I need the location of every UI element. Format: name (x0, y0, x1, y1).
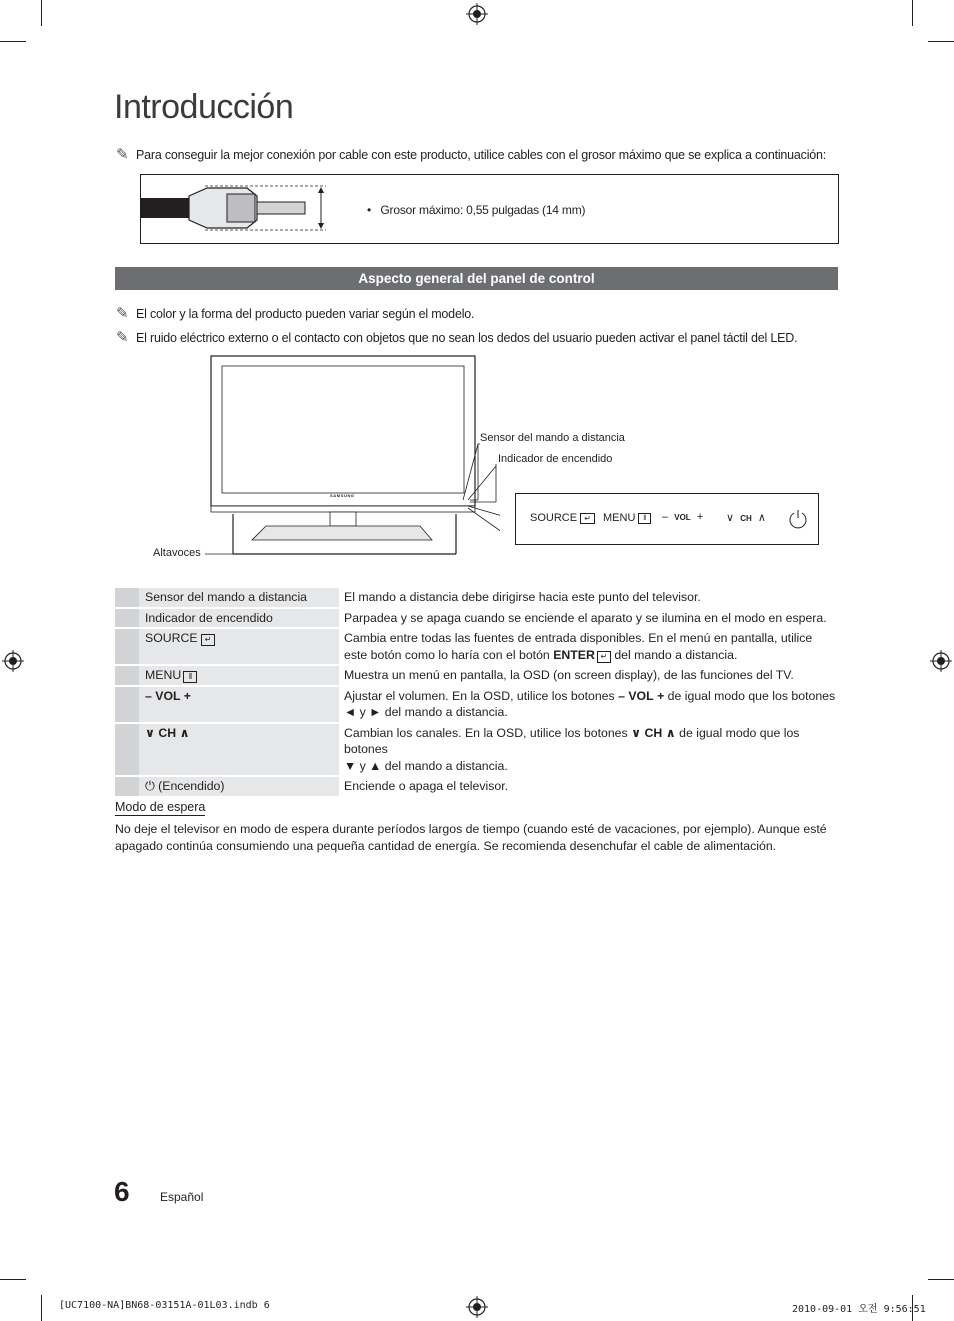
row-marker (115, 724, 139, 776)
note-pencil-icon: ✎ (116, 305, 129, 322)
control-panel-table (115, 586, 838, 798)
row-marker (115, 666, 139, 685)
crop-mark (928, 1279, 954, 1280)
table-row (115, 687, 838, 722)
row-desc-text: Cambian los canales. En la OSD, utilice los botones (344, 725, 628, 740)
cable-note (116, 145, 826, 163)
row-name-text: (Encendido) (158, 779, 225, 793)
chevron-up-icon: ∧ (665, 725, 676, 740)
power-icon[interactable] (788, 509, 808, 529)
ch-key-label: CH (644, 725, 663, 740)
registration-mark-icon (2, 650, 24, 672)
row-name (139, 777, 339, 796)
chevron-down-icon: ∨ (631, 725, 642, 740)
source-icon: ↵ (201, 634, 215, 646)
minus-icon: – (145, 688, 152, 703)
label-speakers: Altavoces (153, 547, 201, 559)
chevron-up-icon: ∧ (179, 725, 190, 740)
section-heading: Aspecto general del panel de control (115, 267, 838, 290)
row-desc: El mando a distancia debe dirigirse hacia este punto del televisor. (344, 590, 701, 604)
cable-illustration-icon (141, 182, 341, 234)
cable-bullet (367, 203, 585, 217)
sensor-leader-line (470, 440, 520, 510)
row-desc (339, 687, 838, 722)
chevron-down-icon: ∨ (726, 512, 735, 524)
plus-icon: + (183, 688, 191, 703)
source-icon: ↵ (580, 513, 595, 524)
menu-icon: ⦀ (183, 671, 197, 683)
plus-icon: + (696, 511, 704, 523)
table-row (115, 588, 838, 607)
chevron-down-icon: ∨ (145, 725, 155, 740)
row-name (139, 666, 339, 685)
chevron-up-icon: ∧ (757, 512, 766, 524)
row-desc-text: de igual modo que los botones (667, 688, 836, 703)
print-footer-file: [UC7100-NA]BN68-03151A-01L03.indb 6 (59, 1300, 270, 1311)
crop-mark (41, 0, 42, 26)
table-row (115, 629, 838, 664)
page-title: Introducción (114, 88, 294, 126)
row-name-text: SOURCE (145, 631, 198, 645)
panel-menu-label: MENU (603, 512, 636, 524)
table-row (115, 666, 838, 685)
cable-bullet-text: Grosor máximo: 0,55 pulgadas (14 mm) (380, 203, 586, 217)
registration-mark-icon (466, 3, 488, 25)
table-row (115, 777, 838, 796)
note-pencil-icon: ✎ (116, 329, 129, 346)
row-marker (115, 687, 139, 722)
row-name-text: MENU (145, 668, 182, 682)
row-desc (339, 629, 838, 664)
tv-illustration (200, 350, 500, 560)
crop-mark (0, 1279, 26, 1280)
row-marker (115, 777, 139, 796)
label-remote-sensor: Sensor del mando a distancia (480, 432, 625, 444)
page-language: Español (160, 1190, 204, 1204)
row-name-text: CH (158, 725, 177, 740)
note-pencil-icon: ✎ (116, 146, 129, 163)
registration-mark-icon (466, 1296, 488, 1318)
note-item (116, 328, 797, 346)
cable-note-text: Para conseguir la mejor conexión por cable con este producto, utilice cables con el grosor máximo que se explica a continuación: (136, 148, 827, 162)
row-name: Sensor del mando a distancia (139, 588, 339, 607)
bullet-icon: • (367, 203, 372, 217)
page-number: 6 (114, 1176, 130, 1207)
plus-icon: + (657, 688, 665, 703)
minus-icon: – (662, 511, 669, 523)
note-text: El color y la forma del producto pueden variar según el modelo. (136, 307, 475, 321)
row-desc-text: ▼ y ▲ del mando a distancia. (344, 758, 508, 773)
panel-vol-label: VOL (674, 513, 691, 522)
panel-ch-control[interactable] (726, 511, 766, 524)
crop-mark (41, 1295, 42, 1321)
crop-mark (928, 41, 954, 42)
print-footer-date: 2010-09-01 오전 9:56:51 (792, 1304, 926, 1315)
label-power-indicator: Indicador de encendido (498, 453, 613, 465)
power-icon: ⏻ (145, 779, 155, 793)
row-name (139, 687, 339, 722)
row-marker (115, 629, 139, 664)
row-desc-text: Cambia entre todas las fuentes de entrada disponibles. En el menú en pantalla, utilice este botón como lo haría con el botón (344, 631, 813, 662)
row-desc-text: de igual modo que los botones (344, 725, 800, 756)
row-marker (115, 609, 139, 628)
row-marker (115, 588, 139, 607)
note-item (116, 304, 474, 322)
menu-icon: ⦀ (638, 513, 651, 524)
row-name (139, 629, 339, 664)
note-text: El ruido eléctrico externo o el contacto con objetos que no sean los dedos del usuario pueden activar el panel táctil del LED. (136, 331, 798, 345)
standby-heading: Modo de espera (115, 800, 206, 814)
panel-menu-button[interactable] (603, 512, 651, 524)
tv-brand-logo: SAMSUNG (330, 493, 355, 498)
row-name: Indicador de encendido (139, 609, 339, 628)
row-desc: Parpadea y se apaga cuando se enciende el aparato y se ilumina en el modo en espera. (344, 610, 827, 625)
panel-ch-label: CH (740, 514, 752, 523)
crop-mark (0, 41, 26, 42)
enter-icon: ↵ (597, 651, 611, 663)
standby-text: No deje el televisor en modo de espera durante períodos largos de tiempo (cuando esté de vacaciones, por ejemplo). Aunque esté apagado continúa consumiendo una pequeña cantidad de energía. Se recomienda desenchufar el cable de alimentación. (115, 822, 827, 853)
row-desc-text: del mando a distancia. (614, 647, 738, 662)
table-row (115, 724, 838, 776)
panel-source-button[interactable] (530, 512, 595, 524)
row-desc-text: ◄ y ► del mando a distancia. (344, 705, 508, 719)
minus-icon: – (618, 688, 625, 703)
registration-mark-icon (930, 650, 952, 672)
row-desc: Enciende o apaga el televisor. (344, 779, 509, 793)
crop-mark (912, 0, 913, 26)
enter-key-label: ENTER (553, 647, 595, 662)
vol-key-label: VOL (628, 688, 654, 703)
panel-source-label: SOURCE (530, 512, 578, 524)
row-name (139, 724, 339, 776)
row-desc: Muestra un menú en pantalla, la OSD (on screen display), de las funciones del TV. (344, 668, 794, 682)
row-desc (339, 724, 838, 776)
row-name-text: VOL (155, 688, 181, 703)
panel-vol-control[interactable] (662, 511, 703, 523)
table-row (115, 609, 838, 628)
row-desc-text: Ajustar el volumen. En la OSD, utilice los botones (344, 688, 615, 703)
